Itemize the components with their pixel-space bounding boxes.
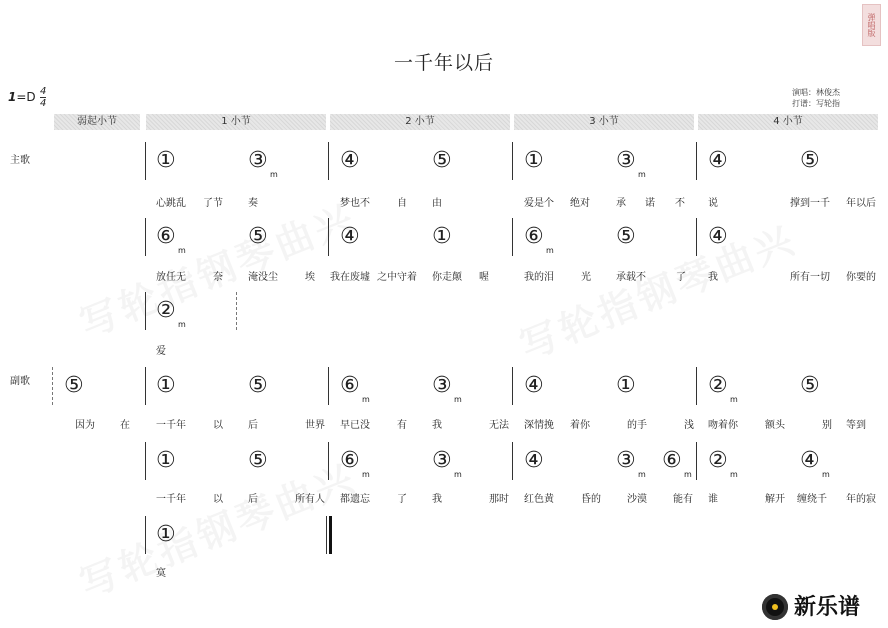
barline <box>512 442 513 480</box>
chord-degree: ⑤ <box>248 224 268 249</box>
barline <box>512 367 513 405</box>
chord-note <box>156 298 186 329</box>
chord-note <box>616 448 646 479</box>
lyric-text: 自 <box>397 198 407 209</box>
lyric-text: 年的寂 <box>846 494 876 505</box>
barline <box>145 442 146 480</box>
barline <box>328 367 329 405</box>
lyric-text: 奈 <box>213 272 223 283</box>
final-barline <box>329 516 332 554</box>
barline <box>145 516 146 554</box>
singer-credit: 演唱：林俊杰 <box>792 88 840 97</box>
chord-degree: ⑥ <box>662 448 682 473</box>
chord-degree: ⑤ <box>800 373 820 398</box>
chord-quality: m <box>822 470 830 479</box>
record-logo-icon <box>762 594 788 620</box>
lyric-text: 以 <box>213 420 223 431</box>
chord-quality: m <box>638 170 646 179</box>
lyric-text: 心跳乱 <box>156 198 186 209</box>
lyric-text: 光 <box>581 272 591 283</box>
chord-degree: ⑤ <box>248 373 268 398</box>
dashed-barline <box>236 292 237 330</box>
chord-degree: ② <box>708 373 728 398</box>
chord-degree: ① <box>524 148 544 173</box>
chord-degree: ③ <box>616 148 636 173</box>
chord-degree: ⑥ <box>524 224 544 249</box>
chord-degree: ⑥ <box>340 373 360 398</box>
chord-note <box>524 375 544 397</box>
barline <box>696 142 697 180</box>
edition-tag: 弹唱版 <box>862 4 881 46</box>
chord-note <box>156 524 176 546</box>
chord-degree: ④ <box>708 148 728 173</box>
chord-note <box>432 150 452 172</box>
lyric-text: 一千年 <box>156 494 186 505</box>
lyric-text: 淹没尘 <box>248 272 278 283</box>
chord-degree: ① <box>616 373 636 398</box>
lyric-text: 由 <box>432 198 442 209</box>
lyric-text: 了节 <box>203 198 223 209</box>
lyric-text: 缠绕千 <box>797 494 827 505</box>
chord-note <box>616 226 636 248</box>
chord-note <box>340 448 370 479</box>
chord-note <box>662 448 692 479</box>
chord-degree: ④ <box>340 148 360 173</box>
lyric-text: 无法 <box>489 420 509 431</box>
watermark <box>70 447 363 608</box>
chord-degree: ① <box>156 148 176 173</box>
lyric-text: 以 <box>213 494 223 505</box>
section-label-verse: 主歌 <box>10 155 30 166</box>
barline <box>328 218 329 256</box>
barline <box>328 442 329 480</box>
chord-quality: m <box>178 246 186 255</box>
lyric-text: 能有 <box>673 494 693 505</box>
lyric-text: 说 <box>708 198 718 209</box>
chord-degree: ① <box>156 448 176 473</box>
chord-degree: ④ <box>340 224 360 249</box>
lyric-text: 绝对 <box>570 198 590 209</box>
chord-note <box>156 375 176 397</box>
page-title: 一千年以后 <box>393 52 494 74</box>
barline <box>696 218 697 256</box>
lyric-text: 承载不 <box>616 272 646 283</box>
lyric-text: 撑到一千 <box>790 198 830 209</box>
chord-note <box>248 226 268 248</box>
chord-quality: m <box>270 170 278 179</box>
chord-degree: ⑤ <box>432 148 452 173</box>
chord-degree: ④ <box>800 448 820 473</box>
chord-note <box>156 450 176 472</box>
lyric-text: 不 <box>675 198 685 209</box>
lyric-text: 我在废墟 <box>330 272 370 283</box>
lyric-text: 解开 <box>765 494 785 505</box>
lyric-text: 有 <box>397 420 407 431</box>
chord-note <box>708 373 738 404</box>
chord-quality: m <box>362 395 370 404</box>
lyric-text: 着你 <box>570 420 590 431</box>
lyric-text: 埃 <box>305 272 315 283</box>
chord-note <box>800 375 820 397</box>
measure-header-3: 3 小节 <box>514 114 694 130</box>
dashed-barline <box>52 367 53 405</box>
lyric-text: 后 <box>248 420 258 431</box>
chord-degree: ② <box>156 298 176 323</box>
chord-degree: ③ <box>432 448 452 473</box>
chord-note <box>248 148 278 179</box>
watermark <box>510 209 803 370</box>
measure-header-pickup: 弱起小节 <box>54 114 140 130</box>
chord-note <box>524 224 554 255</box>
chord-note <box>800 448 830 479</box>
chord-degree: ⑥ <box>156 224 176 249</box>
key-tonic: 1 <box>8 90 17 104</box>
barline <box>512 218 513 256</box>
chord-note <box>248 375 268 397</box>
lyric-text: 因为 <box>75 420 95 431</box>
chord-degree: ③ <box>432 373 452 398</box>
lyric-text: 世界 <box>305 420 325 431</box>
chord-degree: ⑤ <box>64 373 84 398</box>
lyric-text: 我 <box>708 272 718 283</box>
barline <box>328 142 329 180</box>
chord-quality: m <box>454 470 462 479</box>
lyric-text: 别 <box>822 420 832 431</box>
lyric-text: 了 <box>397 494 407 505</box>
lyric-text: 你要的 <box>846 272 876 283</box>
chord-note <box>248 450 268 472</box>
chord-note <box>156 224 186 255</box>
barline <box>145 218 146 256</box>
chord-quality: m <box>178 320 186 329</box>
chord-note <box>616 375 636 397</box>
chord-note <box>432 226 452 248</box>
lyric-text: 你走颠 <box>432 272 462 283</box>
chord-degree: ④ <box>524 373 544 398</box>
lyric-text: 后 <box>248 494 258 505</box>
time-top: 4 <box>40 86 47 97</box>
chord-quality: m <box>362 470 370 479</box>
lyric-text: 红色黄 <box>524 494 554 505</box>
chord-quality: m <box>546 246 554 255</box>
chord-quality: m <box>638 470 646 479</box>
section-label-chorus: 副歌 <box>10 376 30 387</box>
measure-header-4: 4 小节 <box>698 114 878 130</box>
barline <box>512 142 513 180</box>
site-logo: 新乐谱 <box>794 595 861 620</box>
chord-degree: ⑤ <box>800 148 820 173</box>
lyric-text: 谁 <box>708 494 718 505</box>
chord-degree: ⑤ <box>248 448 268 473</box>
lyric-text: 在 <box>120 420 130 431</box>
lyric-text: 诺 <box>645 198 655 209</box>
chord-degree: ⑥ <box>340 448 360 473</box>
lyric-text: 浅 <box>684 420 694 431</box>
lyric-text: 所有一切 <box>790 272 830 283</box>
lyric-text: 那时 <box>489 494 509 505</box>
lyric-text: 寞 <box>156 568 166 579</box>
lyric-text: 我 <box>432 420 442 431</box>
chord-note <box>524 450 544 472</box>
lyric-text: 爱是个 <box>524 198 554 209</box>
lyric-text: 所有人 <box>295 494 325 505</box>
barline <box>326 516 327 554</box>
lyric-text: 喔 <box>479 272 489 283</box>
chord-quality: m <box>730 395 738 404</box>
chord-degree: ① <box>156 522 176 547</box>
lyric-text: 额头 <box>765 420 785 431</box>
chord-note <box>524 150 544 172</box>
chord-note <box>156 150 176 172</box>
key-eq: =D <box>16 90 36 104</box>
chord-degree: ③ <box>616 448 636 473</box>
chord-note <box>64 375 84 397</box>
time-signature <box>40 86 46 109</box>
measure-header-1: 1 小节 <box>146 114 326 130</box>
lyric-text: 吻着你 <box>708 420 738 431</box>
time-bottom: 4 <box>40 98 47 109</box>
barline <box>696 442 697 480</box>
lyric-text: 年以后 <box>846 198 876 209</box>
chord-note <box>340 150 360 172</box>
lyric-text: 早已没 <box>340 420 370 431</box>
lyric-text: 昏的 <box>581 494 601 505</box>
lyric-text: 深情挽 <box>524 420 554 431</box>
barline <box>145 367 146 405</box>
lyric-text: 奏 <box>248 198 258 209</box>
key-signature <box>8 90 36 104</box>
lyric-text: 一千年 <box>156 420 186 431</box>
chord-note <box>340 373 370 404</box>
lyric-text: 了 <box>676 272 686 283</box>
arranger-credit: 打谱：写轮指 <box>792 99 840 108</box>
chord-note <box>708 226 728 248</box>
lyric-text: 爱 <box>156 346 166 357</box>
chord-degree: ⑤ <box>616 224 636 249</box>
barline <box>145 142 146 180</box>
chord-quality: m <box>730 470 738 479</box>
barline <box>696 367 697 405</box>
chord-note <box>432 448 462 479</box>
chord-quality: m <box>684 470 692 479</box>
lyric-text: 我的泪 <box>524 272 554 283</box>
chord-degree: ② <box>708 448 728 473</box>
lyric-text: 的手 <box>627 420 647 431</box>
lyric-text: 承 <box>616 198 626 209</box>
chord-degree: ③ <box>248 148 268 173</box>
barline <box>145 292 146 330</box>
chord-degree: ④ <box>524 448 544 473</box>
lyric-text: 等到 <box>846 420 866 431</box>
lyric-text: 我 <box>432 494 442 505</box>
chord-quality: m <box>454 395 462 404</box>
chord-note <box>340 226 360 248</box>
lyric-text: 都遗忘 <box>340 494 370 505</box>
lyric-text: 之中守着 <box>377 272 417 283</box>
chord-degree: ① <box>432 224 452 249</box>
lyric-text: 梦也不 <box>340 198 370 209</box>
measure-header-2: 2 小节 <box>330 114 510 130</box>
chord-note <box>708 448 738 479</box>
chord-degree: ① <box>156 373 176 398</box>
lyric-text: 沙漠 <box>627 494 647 505</box>
chord-note <box>800 150 820 172</box>
lyric-text: 放任无 <box>156 272 186 283</box>
chord-note <box>708 150 728 172</box>
chord-note <box>432 373 462 404</box>
chord-note <box>616 148 646 179</box>
chord-degree: ④ <box>708 224 728 249</box>
